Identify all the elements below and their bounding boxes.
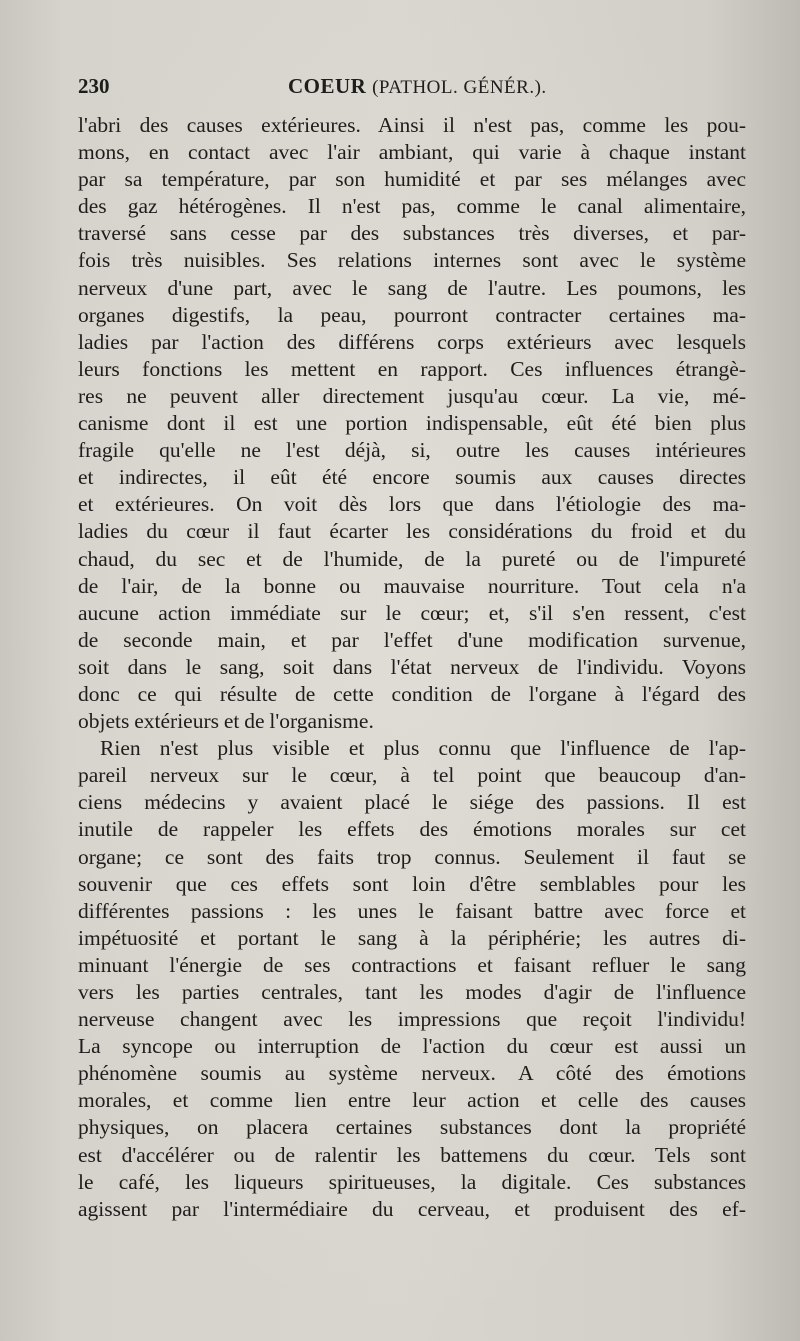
text-line: est d'accélérer ou de ralentir les battemens du cœur. Tels sont	[78, 1142, 746, 1167]
text-line: soit dans le sang, soit dans l'état nerveux de l'individu. Voyons	[78, 654, 746, 679]
page-number: 230	[78, 74, 110, 98]
text-line: chaud, du sec et de l'humide, de la pureté ou de l'impureté	[78, 546, 746, 571]
text-line: objets extérieurs et de l'organisme.	[78, 709, 374, 734]
text-line: phénomène soumis au système nerveux. A côté des émotions	[78, 1061, 746, 1086]
text-line: Rien n'est plus visible et plus connu que l'influence de l'ap-	[100, 736, 746, 761]
text-line: fragile qu'elle ne l'est déjà, si, outre les causes intérieures	[78, 438, 746, 463]
text-line: ladies du cœur il faut écarter les considérations du froid et du	[78, 519, 746, 544]
text-line: de l'air, de la bonne ou mauvaise nourriture. Tout cela n'a	[78, 573, 746, 598]
text-line: et indirectes, il eût été encore soumis aux causes directes	[78, 465, 746, 490]
text-line: morales, et comme lien entre leur action et celle des causes	[78, 1088, 746, 1113]
text-line: des gaz hétérogènes. Il n'est pas, comme le canal alimentaire,	[78, 194, 746, 219]
text-line: inutile de rappeler les effets des émotions morales sur cet	[78, 817, 746, 842]
text-line: donc ce qui résulte de cette condition de l'organe à l'égard des	[78, 681, 746, 706]
text-line: La syncope ou interruption de l'action du cœur est aussi un	[78, 1034, 746, 1059]
running-head-subtitle: (PATHOL. GÉNÉR.).	[372, 77, 547, 98]
text-line: mons, en contact avec l'air ambiant, qui varie à chaque instant	[78, 140, 746, 165]
text-line: ladies par l'action des différens corps extérieurs avec lesquels	[78, 329, 746, 354]
text-line: ciens médecins y avaient placé le siége des passions. Il est	[78, 790, 746, 815]
running-head-title: COEUR	[288, 74, 367, 98]
text-line: leurs fonctions les mettent en rapport. Ces influences étrangè-	[78, 356, 746, 381]
text-line: vers les parties centrales, tant les modes d'agir de l'influence	[78, 980, 746, 1004]
text-line: fois très nuisibles. Ses relations internes sont avec le système	[78, 248, 746, 273]
page-header	[78, 74, 738, 104]
text-line: organes digestifs, la peau, pourront contracter certaines ma-	[78, 302, 746, 327]
text-line: impétuosité et portant le sang à la périphérie; les autres di-	[78, 925, 746, 950]
text-line: nerveuse changent avec les impressions que reçoit l'individu!	[78, 1007, 746, 1032]
text-line: le café, les liqueurs spiritueuses, la digitale. Ces substances	[78, 1169, 746, 1194]
text-line: de seconde main, et par l'effet d'une modification survenue,	[78, 627, 746, 652]
text-line: différentes passions : les unes le faisant battre avec force et	[78, 898, 746, 923]
text-line: aucune action immédiate sur le cœur; et, s'il s'en ressent, c'est	[78, 600, 746, 625]
text-line: res ne peuvent aller directement jusqu'au cœur. La vie, mé-	[78, 383, 746, 408]
text-line: pareil nerveux sur le cœur, à tel point que beaucoup d'an-	[78, 763, 746, 788]
text-line: par sa température, par son humidité et par ses mélanges avec	[78, 167, 746, 192]
text-line: minuant l'énergie de ses contractions et faisant refluer le sang	[78, 952, 746, 977]
text-line: canisme dont il est une portion indispensable, eût été bien plus	[78, 411, 746, 436]
text-line: physiques, on placera certaines substances dont la propriété	[78, 1115, 746, 1140]
text-line: souvenir que ces effets sont loin d'être semblables pour les	[78, 871, 746, 896]
text-line: nerveux d'une part, avec le sang de l'autre. Les poumons, les	[78, 275, 746, 300]
text-line: organe; ce sont des faits trop connus. Seulement il faut se	[78, 844, 746, 869]
text-line: traversé sans cesse par des substances très diverses, et par-	[78, 221, 746, 246]
text-line: et extérieures. On voit dès lors que dans l'étiologie des ma-	[78, 492, 746, 517]
text-line: l'abri des causes extérieures. Ainsi il n'est pas, comme les pou-	[78, 113, 746, 137]
text-line: agissent par l'intermédiaire du cerveau, et produisent des ef-	[78, 1196, 746, 1221]
body-text	[78, 112, 746, 1223]
running-head	[288, 74, 547, 99]
